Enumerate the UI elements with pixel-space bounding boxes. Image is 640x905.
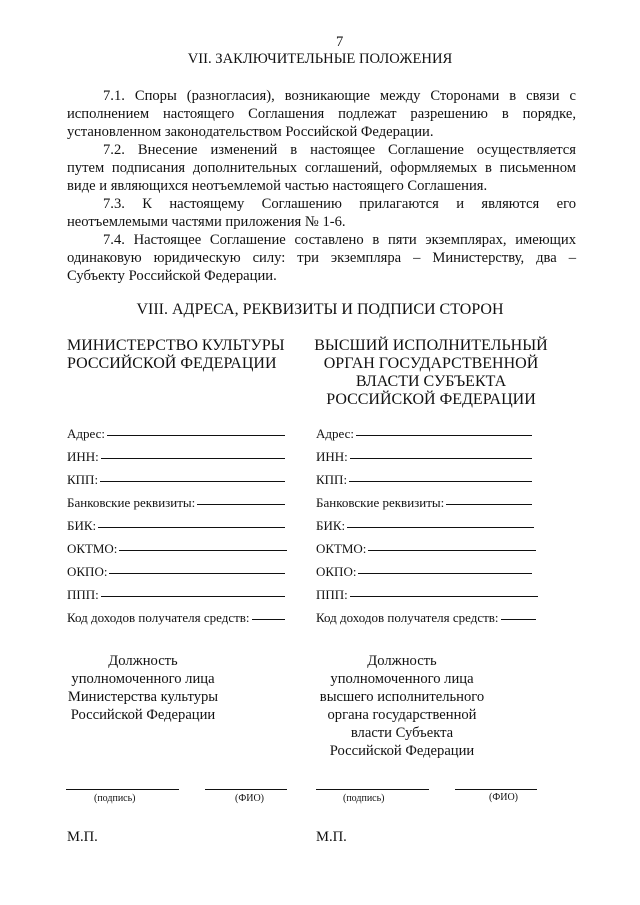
left-seal-mark: М.П.	[67, 829, 98, 845]
left-address-label: Адрес:	[67, 426, 105, 441]
right-income-code-label: Код доходов получателя средств:	[316, 610, 499, 625]
right-position-line-6: Российской Федерации	[329, 743, 475, 759]
left-kpp-line	[100, 480, 285, 482]
section-7-heading: VII. ЗАКЛЮЧИТЕЛЬНЫЕ ПОЛОЖЕНИЯ	[187, 51, 453, 67]
section-8-heading: VIII. АДРЕСА, РЕКВИЗИТЫ И ПОДПИСИ СТОРОН	[136, 301, 504, 318]
right-bik-field	[316, 518, 534, 534]
right-oktmo-label: ОКТМО:	[316, 541, 367, 556]
right-bank-field	[316, 495, 532, 511]
right-income-code-field	[316, 610, 536, 626]
right-address-label: Адрес:	[316, 426, 354, 441]
left-bank-field	[67, 495, 285, 511]
left-signature-line	[66, 789, 179, 790]
para-7-2-line-2: путем подписания дополнительных соглашений, оформляемых в письменном	[67, 160, 576, 176]
left-inn-line	[101, 457, 285, 459]
left-name-label: (ФИО)	[235, 793, 265, 804]
para-7-4-line-2: одинаковую юридическую силу: три экземпляра – Министерству, два –	[67, 250, 576, 266]
right-position-line-2: уполномоченного лица	[330, 671, 474, 687]
left-oktmo-line	[119, 549, 287, 551]
right-income-code-line	[501, 618, 536, 620]
right-name-label: (ФИО)	[489, 792, 519, 803]
para-7-1-line-2: исполнением настоящего Соглашения подлежат разрешению в порядке,	[67, 106, 576, 122]
left-okpo-field	[67, 564, 285, 580]
right-ppp-field	[316, 587, 538, 603]
right-oktmo-field	[316, 541, 536, 557]
para-7-4-line-1: 7.4. Настоящее Соглашение составлено в пяти экземплярах, имеющих	[103, 232, 576, 248]
left-income-code-line	[252, 618, 285, 620]
left-ppp-field	[67, 587, 285, 603]
right-inn-field	[316, 449, 532, 465]
para-7-4-line-3: Субъекту Российской Федерации.	[67, 268, 277, 284]
left-bik-field	[67, 518, 285, 534]
right-ppp-line	[350, 595, 538, 597]
right-signature-label: (подпись)	[343, 793, 385, 804]
left-position-line-1: Должность	[108, 653, 178, 669]
right-okpo-label: ОКПО:	[316, 564, 357, 579]
right-address-field	[316, 426, 532, 442]
left-position-line-4: Российской Федерации	[70, 707, 216, 723]
left-kpp-field	[67, 472, 285, 488]
left-oktmo-field	[67, 541, 287, 557]
right-kpp-label: КПП:	[316, 472, 348, 487]
right-party-title-line-1: ВЫСШИЙ ИСПОЛНИТЕЛЬНЫЙ	[314, 337, 548, 354]
left-bik-line	[98, 526, 285, 528]
right-position-line-4: органа государственной	[327, 707, 477, 723]
left-inn-label: ИНН:	[67, 449, 99, 464]
right-position-line-5: власти Субъекта	[350, 725, 454, 741]
right-party-title-line-4: РОССИЙСКОЙ ФЕДЕРАЦИИ	[326, 391, 536, 408]
left-signature-label: (подпись)	[94, 793, 136, 804]
left-bik-label: БИК:	[67, 518, 97, 533]
right-inn-label: ИНН:	[316, 449, 348, 464]
left-okpo-label: ОКПО:	[67, 564, 108, 579]
right-bank-line	[446, 503, 532, 505]
left-okpo-line	[109, 572, 285, 574]
left-bank-label: Банковские реквизиты:	[67, 495, 196, 510]
right-inn-line	[350, 457, 532, 459]
left-oktmo-label: ОКТМО:	[67, 541, 118, 556]
left-ppp-label: ППП:	[67, 587, 99, 602]
right-address-line	[356, 434, 532, 436]
para-7-1-line-3: установленном законодательством Российской Федерации.	[67, 124, 434, 140]
right-position-line-1: Должность	[367, 653, 437, 669]
left-inn-field	[67, 449, 285, 465]
left-address-field	[67, 426, 285, 442]
page-number: 7	[336, 34, 344, 50]
para-7-3-line-1: 7.3. К настоящему Соглашению прилагаются и являются его	[103, 196, 576, 212]
right-position-line-3: высшего исполнительного	[319, 689, 485, 705]
right-ppp-label: ППП:	[316, 587, 348, 602]
para-7-1-line-1: 7.1. Споры (разногласия), возникающие между Сторонами в связи с	[103, 88, 576, 104]
right-party-title-line-2: ОРГАН ГОСУДАРСТВЕННОЙ	[323, 355, 539, 372]
right-seal-mark: М.П.	[316, 829, 347, 845]
left-party-title-line-1: МИНИСТЕРСТВО КУЛЬТУРЫ	[67, 337, 285, 354]
right-bank-label: Банковские реквизиты:	[316, 495, 445, 510]
right-okpo-line	[358, 572, 532, 574]
left-bank-line	[197, 503, 285, 505]
left-income-code-field	[67, 610, 285, 626]
right-signature-line	[316, 789, 429, 790]
right-kpp-field	[316, 472, 532, 488]
right-name-line	[455, 789, 537, 790]
left-position-line-3: Министерства культуры	[67, 689, 219, 705]
left-name-line	[205, 789, 287, 790]
right-bik-line	[347, 526, 534, 528]
para-7-3-line-2: неотъемлемыми частями приложения № 1-6.	[67, 214, 346, 230]
left-position-line-2: уполномоченного лица	[71, 671, 215, 687]
right-okpo-field	[316, 564, 532, 580]
right-kpp-line	[349, 480, 532, 482]
left-kpp-label: КПП:	[67, 472, 99, 487]
left-address-line	[107, 434, 285, 436]
right-oktmo-line	[368, 549, 536, 551]
para-7-2-line-1: 7.2. Внесение изменений в настоящее Соглашение осуществляется	[103, 142, 576, 158]
right-bik-label: БИК:	[316, 518, 346, 533]
left-income-code-label: Код доходов получателя средств:	[67, 610, 250, 625]
para-7-2-line-3: виде и являющихся неотъемлемой частью настоящего Соглашения.	[67, 178, 488, 194]
left-ppp-line	[101, 595, 285, 597]
left-party-title-line-2: РОССИЙСКОЙ ФЕДЕРАЦИИ	[67, 355, 277, 372]
right-party-title-line-3: ВЛАСТИ СУБЪЕКТА	[355, 373, 507, 390]
